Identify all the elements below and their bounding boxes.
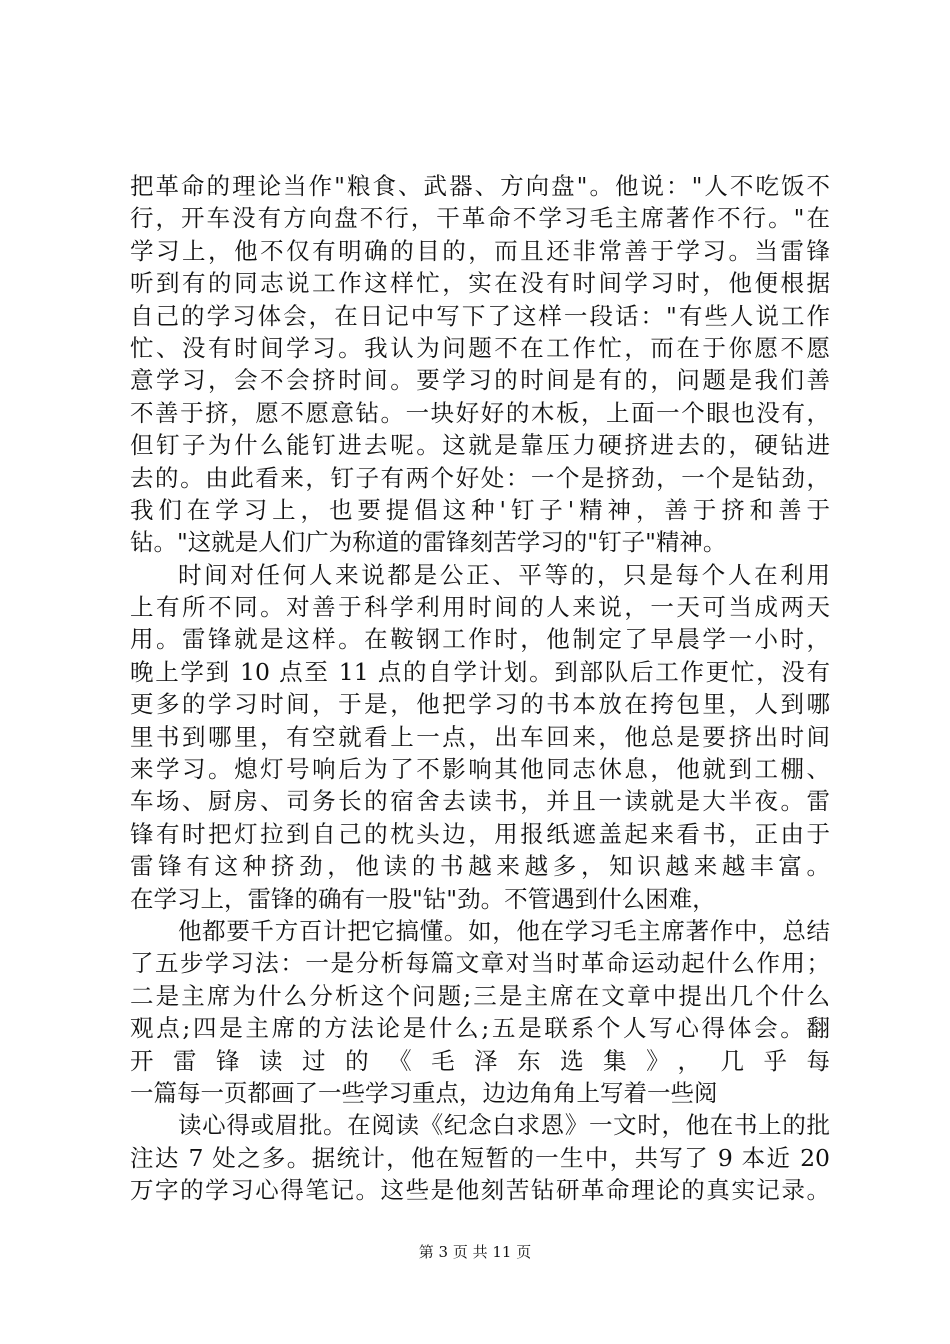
text-line: 自己的学习体会，在日记中写下了这样一段话："有些人说工作 xyxy=(130,301,830,330)
text-line: 来学习。熄灯号响后为了不影响其他同志休息，他就到工棚、 xyxy=(130,755,830,784)
text-line: 晚上学到 10 点至 11 点的自学计划。到部队后工作更忙，没有 xyxy=(130,657,830,686)
text-line: 我们在学习上，也要提倡这种'钉子'精神，善于挤和善于 xyxy=(130,495,830,524)
text-line: 时间对任何人来说都是公正、平等的，只是每个人在利用 xyxy=(178,560,830,589)
text-line: 行，开车没有方向盘不行，干革命不学习毛主席著作不行。"在 xyxy=(130,204,830,233)
text-line: 在学习上，雷锋的确有一股"钻"劲。不管遇到什么困难， xyxy=(130,884,716,913)
text-line: 钻。"这就是人们广为称道的雷锋刻苦学习的"钉子"精神。 xyxy=(130,528,727,557)
text-line: 不善于挤，愿不愿意钻。一块好好的木板，上面一个眼也没有， xyxy=(130,398,830,427)
text-line: 锋有时把灯拉到自己的枕头边，用报纸遮盖起来看书，正由于 xyxy=(130,819,830,848)
text-line: 开雷锋读过的《毛泽东选集》，几乎每 xyxy=(130,1046,830,1075)
text-line: 听到有的同志说工作这样忙，实在没有时间学习时，他便根据 xyxy=(130,269,830,298)
text-line: 更多的学习时间，于是，他把学习的书本放在挎包里，人到哪 xyxy=(130,690,830,719)
text-line: 读心得或眉批。在阅读《纪念白求恩》一文时，他在书上的批 xyxy=(178,1111,830,1140)
text-line: 用。雷锋就是这样。在鞍钢工作时，他制定了早晨学一小时， xyxy=(130,625,830,654)
page-footer: 第 3 页 共 11 页 xyxy=(418,1243,532,1261)
text-line: 二是主席为什么分析这个问题;三是主席在文章中提出几个什么 xyxy=(130,981,830,1010)
text-line: 车场、厨房、司务长的宿舍去读书，并且一读就是大半夜。雷 xyxy=(130,787,830,816)
text-line: 但钉子为什么能钉进去呢。这就是靠压力硬挤进去的，硬钻进 xyxy=(130,431,830,460)
text-line: 忙、没有时间学习。我认为问题不在工作忙，而在于你愿不愿 xyxy=(130,333,830,362)
text-line xyxy=(130,1207,830,1239)
text-line: 学习上，他不仅有明确的目的，而且还非常善于学习。当雷锋 xyxy=(130,236,830,265)
text-line: 了五步学习法：一是分析每篇文章对当时革命运动起什么作用； xyxy=(130,949,830,978)
text-line: 去的。由此看来，钉子有两个好处：一个是挤劲，一个是钻劲， xyxy=(130,463,830,492)
text-line: 把革命的理论当作"粮食、武器、方向盘"。他说："人不吃饭不 xyxy=(130,172,830,200)
text-line: 他都要千方百计把它搞懂。如，他在学习毛主席著作中，总结 xyxy=(178,916,830,945)
text-line: 一篇每一页都画了一些学习重点，边边角角上写着一些阅 xyxy=(130,1078,718,1107)
text-line: 注达 7 处之多。据统计，他在短暂的一生中，共写了 9 本近 20 xyxy=(130,1143,830,1172)
text-line: 上有所不同。对善于科学利用时间的人来说，一天可当成两天 xyxy=(130,593,830,622)
text-line: 观点;四是主席的方法论是什么;五是联系个人写心得体会。翻 xyxy=(130,1014,830,1043)
text-line: 雷锋有这种挤劲，他读的书越来越多，知识越来越丰富。 xyxy=(130,852,830,881)
text-line: 万字的学习心得笔记。这些是他刻苦钻研革命理论的真实记录。 xyxy=(130,1176,830,1205)
document-body xyxy=(130,170,830,1239)
text-line: 意学习，会不会挤时间。要学习的时间是有的，问题是我们善 xyxy=(130,366,830,395)
text-line: 里书到哪里，有空就看上一点，出车回来，他总是要挤出时间 xyxy=(130,722,830,751)
